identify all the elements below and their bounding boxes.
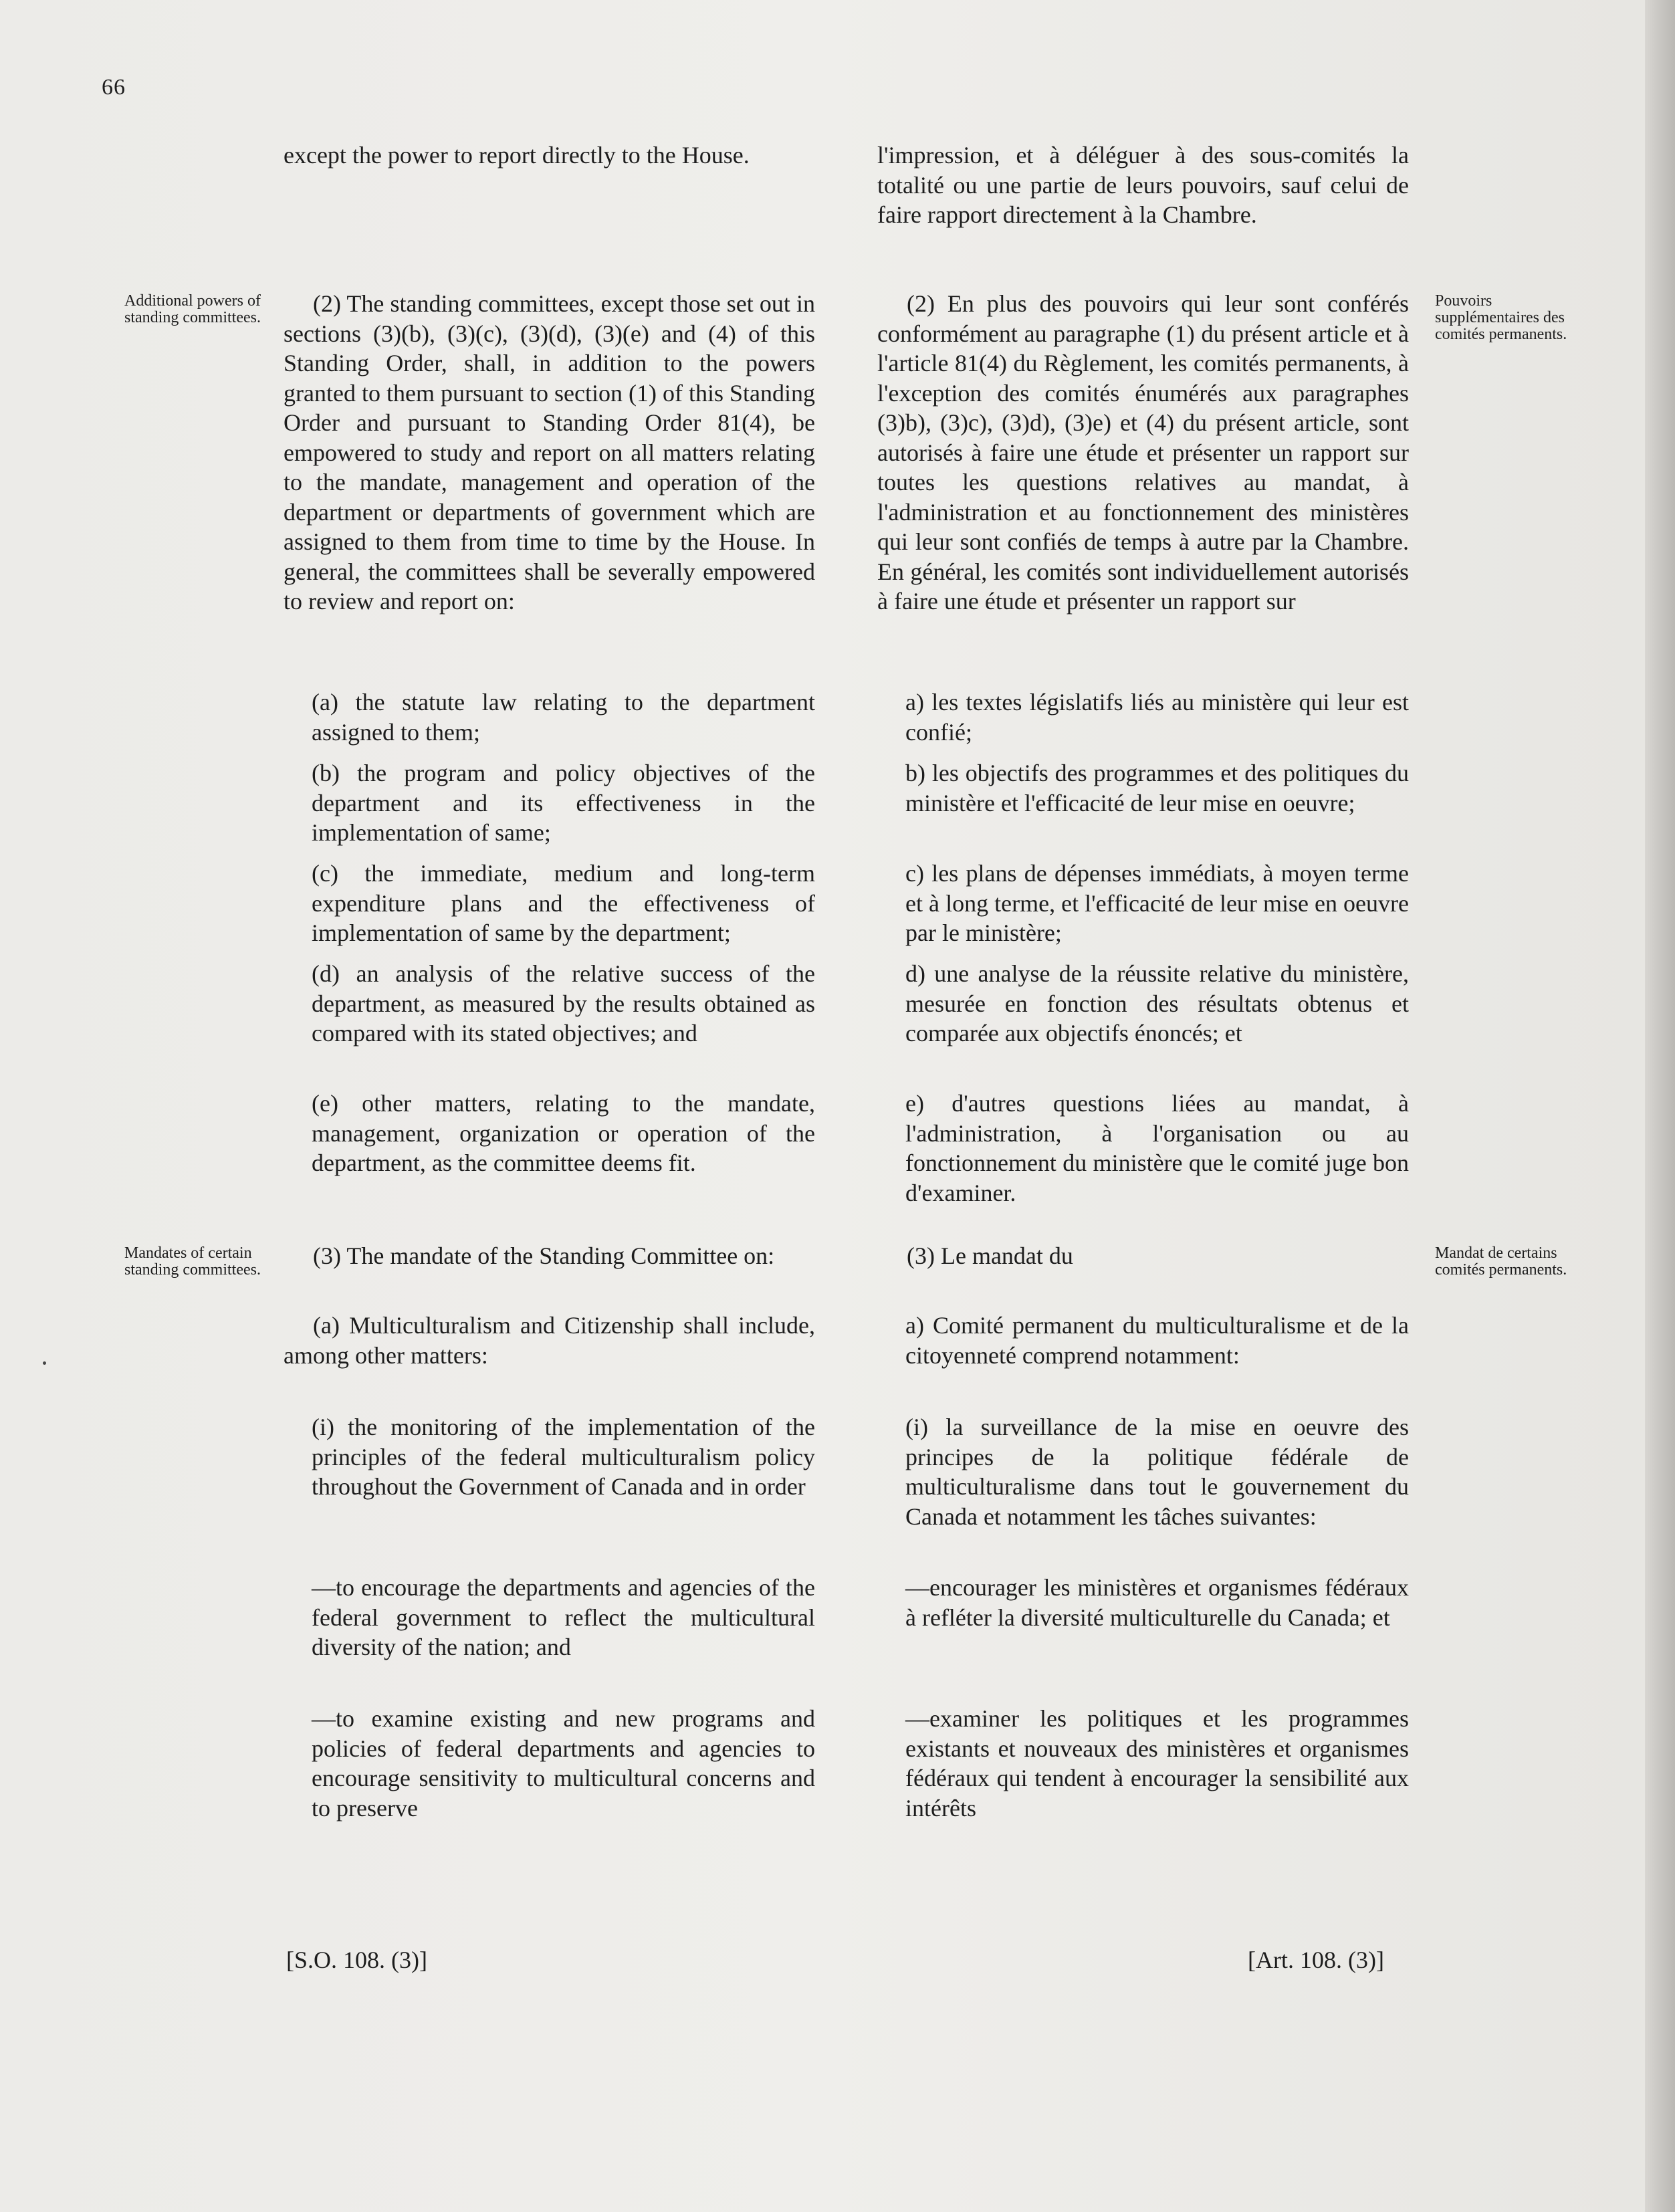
fr-item-a: a) les textes législatifs liés au ministère qui leur est confié; xyxy=(905,689,1409,746)
en-continuation: except the power to report directly to the House. xyxy=(284,142,750,169)
en-dash-1: —to encourage the departments and agencies of the federal government to reflect the multicultural diversity of the nation; and xyxy=(312,1574,815,1660)
fr-section-3: (3) Le mandat du xyxy=(907,1242,1073,1269)
fr-item-e: e) d'autres questions liées au mandat, à l'administration, à l'organisation ou au fonctionnement du ministère que le comité juge bon d'examiner. xyxy=(905,1090,1409,1206)
en-dash-2: —to examine existing and new programs and policies of federal departments and agencies to encourage sensitivity to multicultural concerns and to preserve xyxy=(312,1705,815,1821)
en-section-2: (2) The standing committees, except those set out in sections (3)(b), (3)(c), (3)(d), (3)(e) and (4) of this Standing Order, shall, in addition to the powers granted to them pursuant to section (1) of this Standing Order and pursuant to Standing Order 81(4), be empowered to study and report on all matters relating to the mandate, management and operation of the department or departments of government which are assigned to them from time to time by the House. In general, the committees shall be severally empowered to review and report on: xyxy=(284,290,815,615)
en-item-b: (b) the program and policy objectives of the department and its effectiveness in the implementation of same; xyxy=(312,760,815,846)
en-item-d: (d) an analysis of the relative success of the department, as measured by the results obtained as compared with its stated objectives; and xyxy=(312,960,815,1046)
fr-subitem-i: (i) la surveillance de la mise en oeuvre des principes de la politique fédérale de multiculturalisme dans tout le gouvernement du Canada et notamment les tâches suivantes: xyxy=(905,1414,1409,1530)
footer-reference-fr: [Art. 108. (3)] xyxy=(1248,1947,1384,1973)
margin-note-mandat: Mandat de certains comités permanents. xyxy=(1435,1244,1567,1279)
margin-note-mandates: Mandates of certain standing committees. xyxy=(124,1244,261,1279)
fr-section-2: (2) En plus des pouvoirs qui leur sont conférés conformément au paragraphe (1) du présent article et à l'article 81(4) du Règlement, les comités permanents, à l'exception des comités énumérés aux paragraphes (3)b), (3)c), (3)d), (3)e) et (4) du présent article, sont autorisés à faire une étude et présenter un rapport sur toutes les questions relatives au mandat, à l'administration et au fonctionnement des ministères qui leur sont confiés de temps à autre par la Chambre. En général, les comités sont individuellement autorisés à faire une étude et présenter un rapport sur xyxy=(877,290,1409,615)
margin-note-pouvoirs: Pouvoirs supplémentaires des comités permanents. xyxy=(1435,292,1567,343)
fr-item-b: b) les objectifs des programmes et des politiques du ministère et l'efficacité de leur mise en oeuvre; xyxy=(905,760,1409,816)
fr-continuation: l'impression, et à déléguer à des sous-comités la totalité ou une partie de leurs pouvoirs, sauf celui de faire rapport directement à la Chambre. xyxy=(877,142,1409,228)
fr-dash-1: —encourager les ministères et organismes fédéraux à refléter la diversité multiculturelle du Canada; et xyxy=(905,1574,1409,1631)
margin-note-additional-powers: Additional powers of standing committees. xyxy=(124,292,261,326)
en-item-e: (e) other matters, relating to the mandate, management, organization or operation of the department, as the committee deems fit. xyxy=(312,1090,815,1176)
en-item-a: (a) the statute law relating to the department assigned to them; xyxy=(312,689,815,746)
en-item-c: (c) the immediate, medium and long-term expenditure plans and the effectiveness of implementation of same by the department; xyxy=(312,860,815,946)
fr-item-c: c) les plans de dépenses immédiats, à moyen terme et à long terme, et l'efficacité de leur mise en oeuvre par le ministère; xyxy=(905,860,1409,946)
fr-section-3a: a) Comité permanent du multiculturalisme et de la citoyenneté comprend notamment: xyxy=(905,1312,1409,1369)
page-number: 66 xyxy=(102,75,126,100)
scan-speck xyxy=(43,1361,46,1365)
fr-dash-2: —examiner les politiques et les programmes existants et nouveaux des ministères et organismes fédéraux qui tendent à encourager la sensibilité aux intérêts xyxy=(905,1705,1409,1821)
en-subitem-i: (i) the monitoring of the implementation of the principles of the federal multiculturalism policy throughout the Government of Canada and in order xyxy=(312,1414,815,1500)
footer-reference-en: [S.O. 108. (3)] xyxy=(286,1947,427,1973)
page-edge-shadow xyxy=(1645,0,1675,2212)
fr-item-d: d) une analyse de la réussite relative du ministère, mesurée en fonction des résultats obtenus et comparée aux objectifs énoncés; et xyxy=(905,960,1409,1046)
en-section-3: (3) The mandate of the Standing Committee on: xyxy=(313,1242,775,1269)
en-section-3a: (a) Multiculturalism and Citizenship shall include, among other matters: xyxy=(284,1312,815,1369)
